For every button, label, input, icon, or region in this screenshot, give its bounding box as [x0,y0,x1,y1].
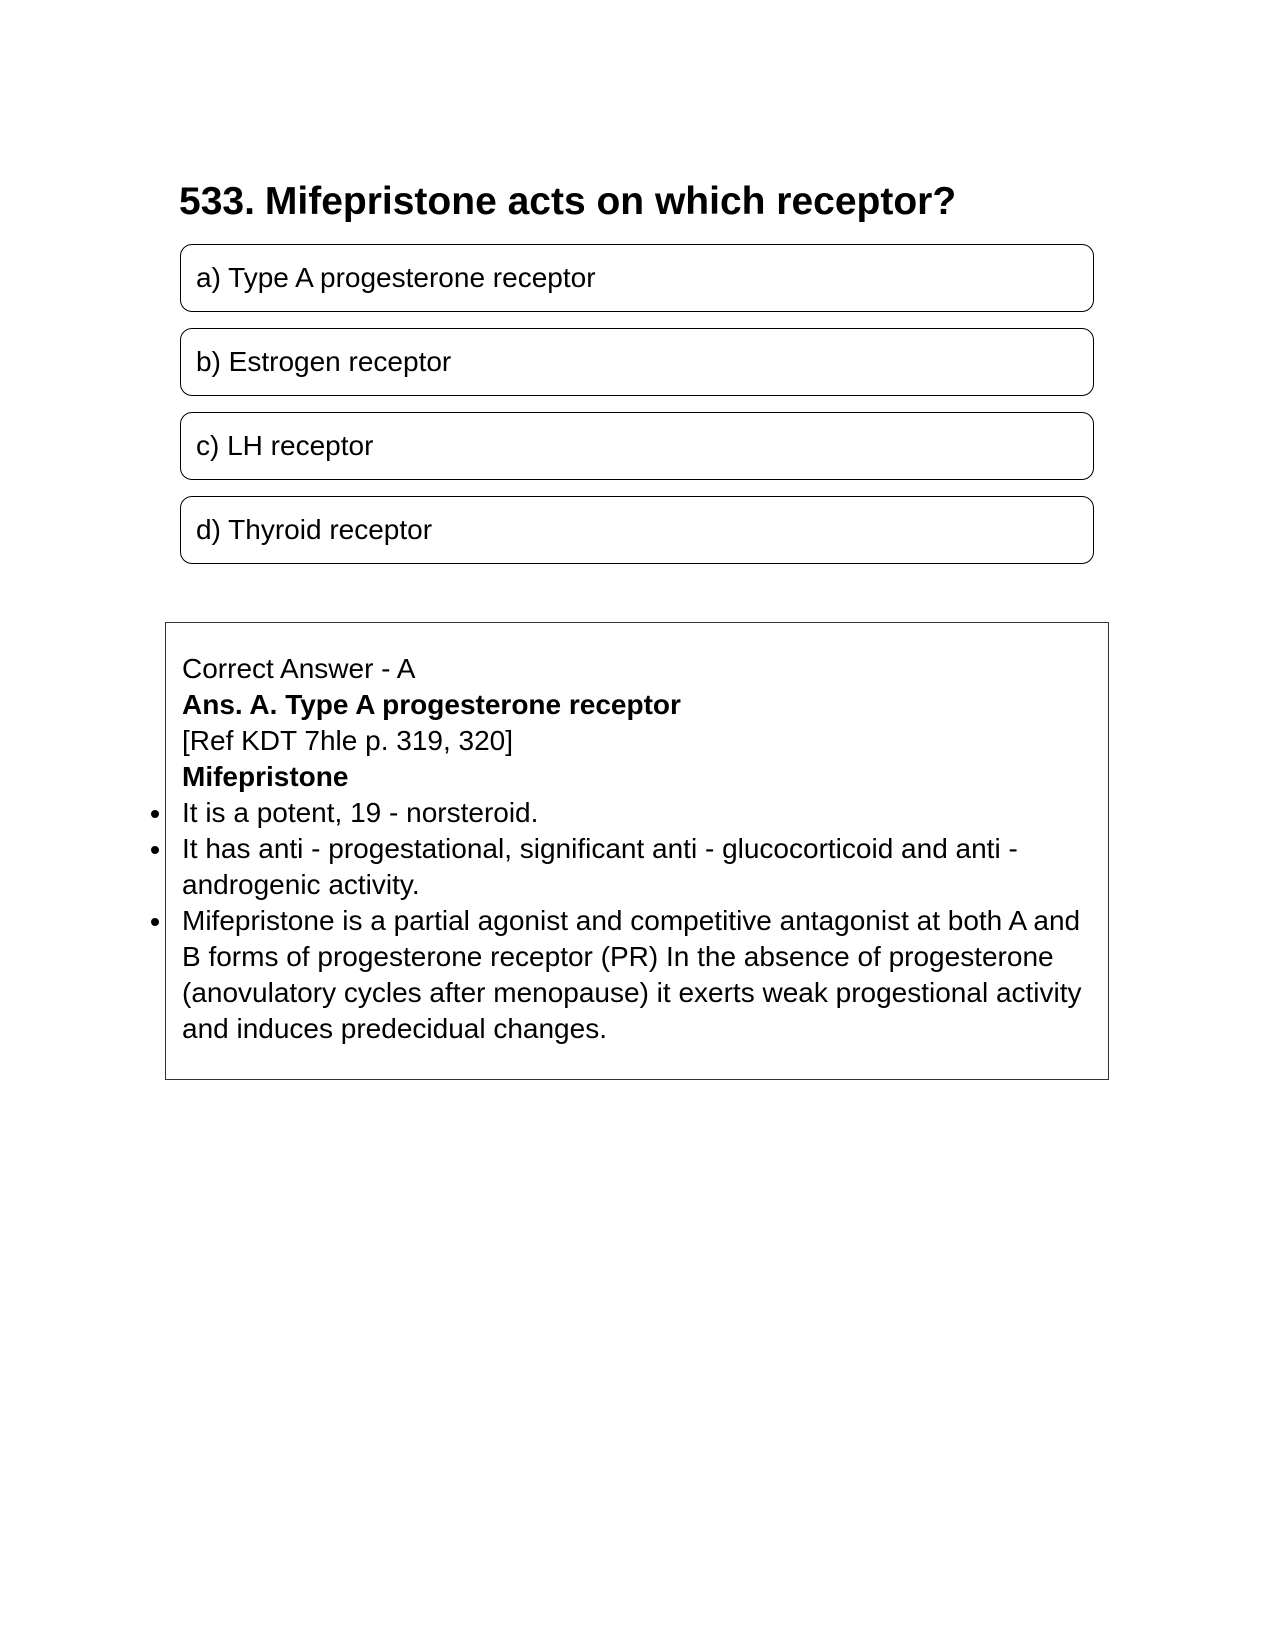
bullet-text: Mifepristone is a partial agonist and competitive antagonist at both A and B forms of progesterone receptor (PR) In the absence of progesterone (anovulatory cycles after menopause) it exerts weak progestional activity and induces predecidual changes. [182,905,1082,1044]
question-title [179,176,956,228]
option-a[interactable]: a) Type A progesterone receptor [180,244,1094,312]
bullet-text: It has anti - progestational, significant anti - glucocorticoid and anti - androgenic activity. [182,833,1018,900]
bullet-item [182,831,1102,903]
answer-heading: Ans. A. Type A progesterone receptor [182,689,681,720]
answer-box [165,622,1109,1080]
question-number: 533. [179,180,255,223]
bullet-item [182,795,1102,831]
options-list [180,244,1094,580]
answer-content [182,651,1102,1047]
option-d[interactable]: d) Thyroid receptor [180,496,1094,564]
bullet-item [182,903,1102,1047]
option-c[interactable]: c) LH receptor [180,412,1094,480]
bullet-icon [151,918,159,926]
topic-heading: Mifepristone [182,761,349,792]
question-text: Mifepristone acts on which receptor? [264,180,957,223]
option-b[interactable]: b) Estrogen receptor [180,328,1094,396]
bullet-icon [151,810,159,818]
explanation-bullets [182,795,1102,1047]
correct-answer-line: Correct Answer - A [182,653,416,684]
bullet-icon [151,846,159,854]
reference-line: [Ref KDT 7hle p. 319, 320] [182,725,514,756]
bullet-text: It is a potent, 19 - norsteroid. [182,797,539,828]
